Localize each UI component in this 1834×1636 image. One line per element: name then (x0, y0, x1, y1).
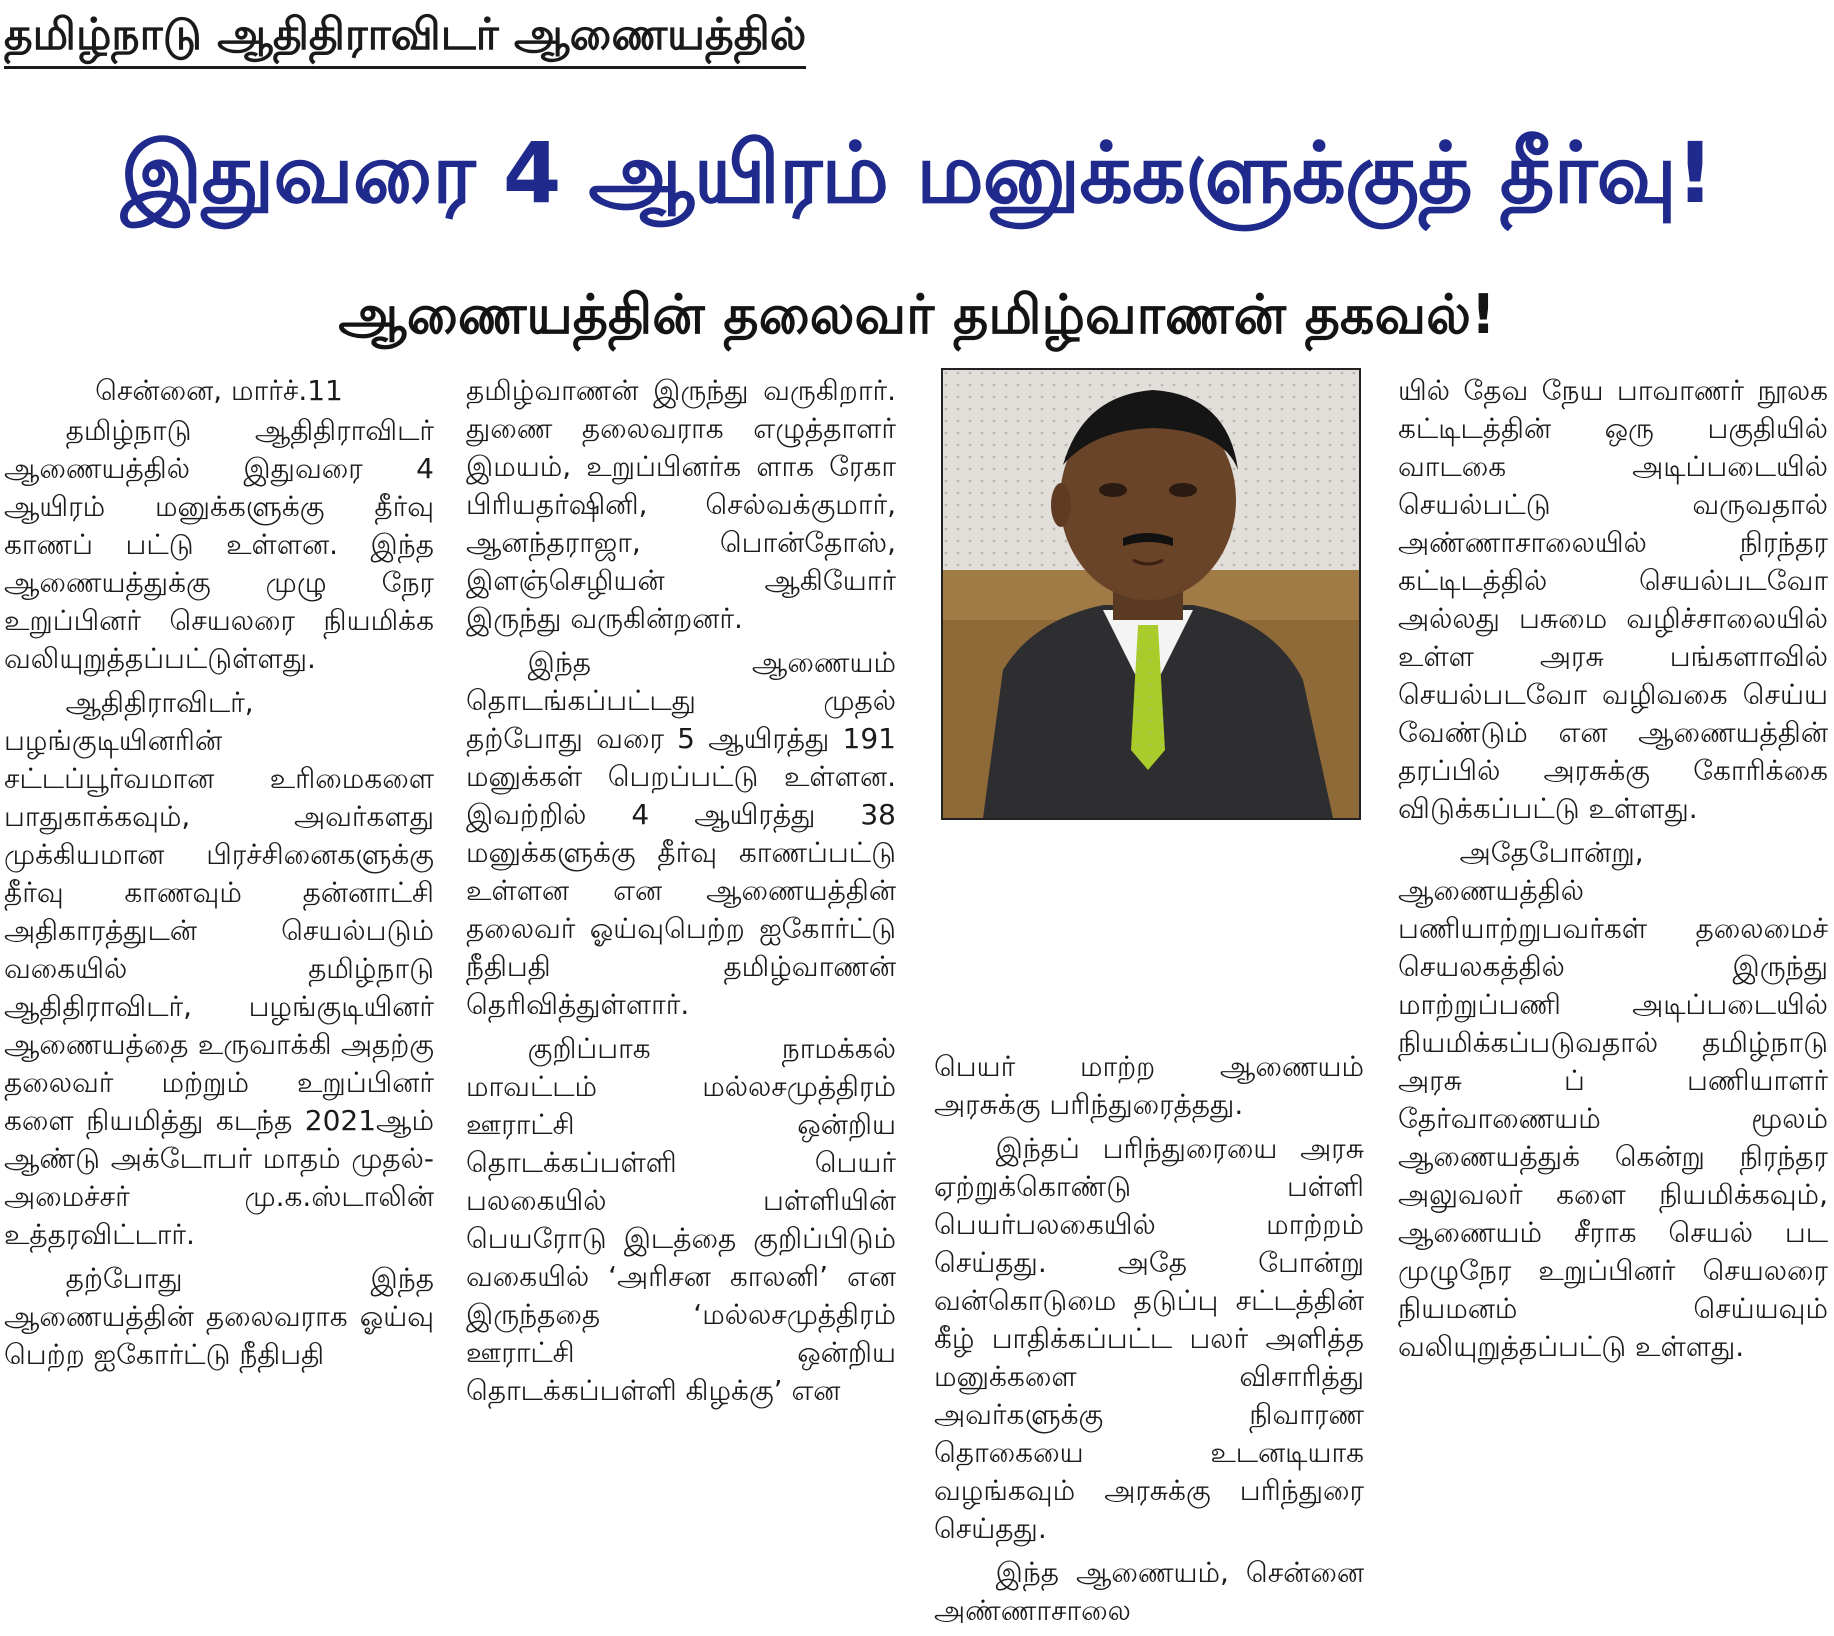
main-headline: இதுவரை 4 ஆயிரம் மனுக்களுக்குத் தீர்வு! (120, 124, 1714, 222)
portrait-illustration (943, 370, 1359, 818)
kicker-heading: தமிழ்நாடு ஆதிதிராவிடர் ஆணையத்தில் (4, 6, 806, 69)
paragraph: ஆதிதிராவிடர், பழங்குடியினரின் சட்டப்பூர்வமான உரிமைகளை பாதுகாக்கவும், அவர்களது முக்கியமான பிரச்சினைகளுக்கு தீர்வு காணவும் தன்னாட்சி அதிகாரத்துடன் செயல்படும் வகையில் தமிழ்நாடு ஆதிதிராவிடர், பழங்குடியினர் ஆணையத்தை உருவாக்கி அதற்கு தலைவர் மற்றும் உறுப்பினர் களை நியமித்து கடந்த 2021ஆம் ஆண்டு அக்டோபர் மாதம் முதல்-அமைச்சர் மு.க.ஸ்டாலின் உத்தரவிட்டார். (4, 686, 434, 1251)
paragraph: யில் தேவ நேய பாவாணர் நூலக கட்டிடத்தின் ஒரு பகுதியில் வாடகை அடிப்படையில் செயல்பட்டு வருவதால் அண்ணாசாலையில் நிரந்தர கட்டிடத்தில் செயல்படவோ அல்லது பசுமை வழிச்சாலையில் உள்ள அரசு பங்களாவில் செயல்படவோ வழிவகை செய்ய வேண்டும் என ஆணையத்தின் தரப்பில் அரசுக்கு கோரிக்கை விடுக்கப்பட்டு உள்ளது. (1398, 374, 1828, 825)
article-column-3 (934, 1048, 1364, 1636)
paragraph: இந்தப் பரிந்துரையை அரசு ஏற்றுக்கொண்டு பள்ளி பெயர்பலகையில் மாற்றம் செய்தது. அதே போன்று வன்கொடுமை தடுப்பு சட்டத்தின் கீழ் பாதிக்கப்பட்ட பலர் அளித்த மனுக்களை விசாரித்து அவர்களுக்கு நிவாரண தொகையை உடனடியாக வழங்கவும் அரசுக்கு பரிந்துரை செய்தது. (934, 1132, 1364, 1545)
paragraph: குறிப்பாக நாமக்கல் மாவட்டம் மல்லசமுத்திரம் ஊராட்சி ஒன்றிய தொடக்கப்பள்ளி பெயர் பலகையில் பள்ளியின் பெயரோடு இடத்தை குறிப்பிடும் வகையில் ‘அரிசன காலனி’ என இருந்ததை ‘மல்லசமுத்திரம் ஊராட்சி ஒன்றிய தொடக்கப்பள்ளி கிழக்கு’ என (466, 1032, 896, 1407)
paragraph: இந்த ஆணையம், சென்னை அண்ணாசாலை (934, 1556, 1364, 1627)
paragraph: பெயர் மாற்ற ஆணையம் அரசுக்கு பரிந்துரைத்தது. (934, 1050, 1364, 1121)
paragraph: தற்போது இந்த ஆணையத்தின் தலைவராக ஓய்வு பெற்ற ஐகோர்ட்டு நீதிபதி (4, 1262, 434, 1371)
paragraph: தமிழ்நாடு ஆதிதிராவிடர் ஆணையத்தில் இதுவரை 4 ஆயிரம் மனுக்களுக்கு தீர்வு காணப் பட்டு உள்ளன. இந்த ஆணையத்துக்கு முழு நேர உறுப்பினர் செயலரை நியமிக்க வலியுறுத்தப்பட்டுள்ளது. (4, 414, 434, 675)
paragraph: இந்த ஆணையம் தொடங்கப்பட்டது முதல் தற்போது வரை 5 ஆயிரத்து 191 மனுக்கள் பெறப்பட்டு உள்ளன. இவற்றில் 4 ஆயிரத்து 38 மனுக்களுக்கு தீர்வு காணப்பட்டு உள்ளன என ஆணையத்தின் தலைவர் ஓய்வுபெற்ற ஐகோர்ட்டு நீதிபதி தமிழ்வாணன் தெரிவித்துள்ளார். (466, 646, 896, 1021)
dateline: சென்னை, மார்ச்.11 (95, 374, 343, 407)
paragraph: அதேபோன்று, ஆணையத்தில் பணியாற்றுபவர்கள் தலைமைச் செயலகத்தில் இருந்து மாற்றுப்பணி அடிப்படையில் நியமிக்கப்படுவதால் தமிழ்நாடு அரசு ப் பணியாளர் தேர்வாணையம் மூலம் ஆணையத்துக் கென்று நிரந்தர அலுவலர் களை நியமிக்கவும், ஆணையம் சீராக செயல் பட முழுநேர உறுப்பினர் செயலரை நியமனம் செய்யவும் வலியுறுத்தப்பட்டு உள்ளது. (1398, 836, 1828, 1363)
article-column-2 (466, 372, 896, 1416)
article-column-1 (4, 372, 434, 1380)
paragraph: தமிழ்வாணன் இருந்து வருகிறார். துணை தலைவராக எழுத்தாளர் இமயம், உறுப்பினர்க ளாக ரேகா பிரியதர்ஷினி, செல்வக்குமார், ஆனந்தராஜா, பொன்தோஸ், இளஞ்செழியன் ஆகியோர் இருந்து வருகின்றனர். (466, 374, 896, 635)
article-column-4 (1398, 372, 1828, 1372)
portrait-photo (941, 368, 1361, 820)
sub-headline: ஆணையத்தின் தலைவர் தமிழ்வாணன் தகவல்! (338, 283, 1496, 346)
